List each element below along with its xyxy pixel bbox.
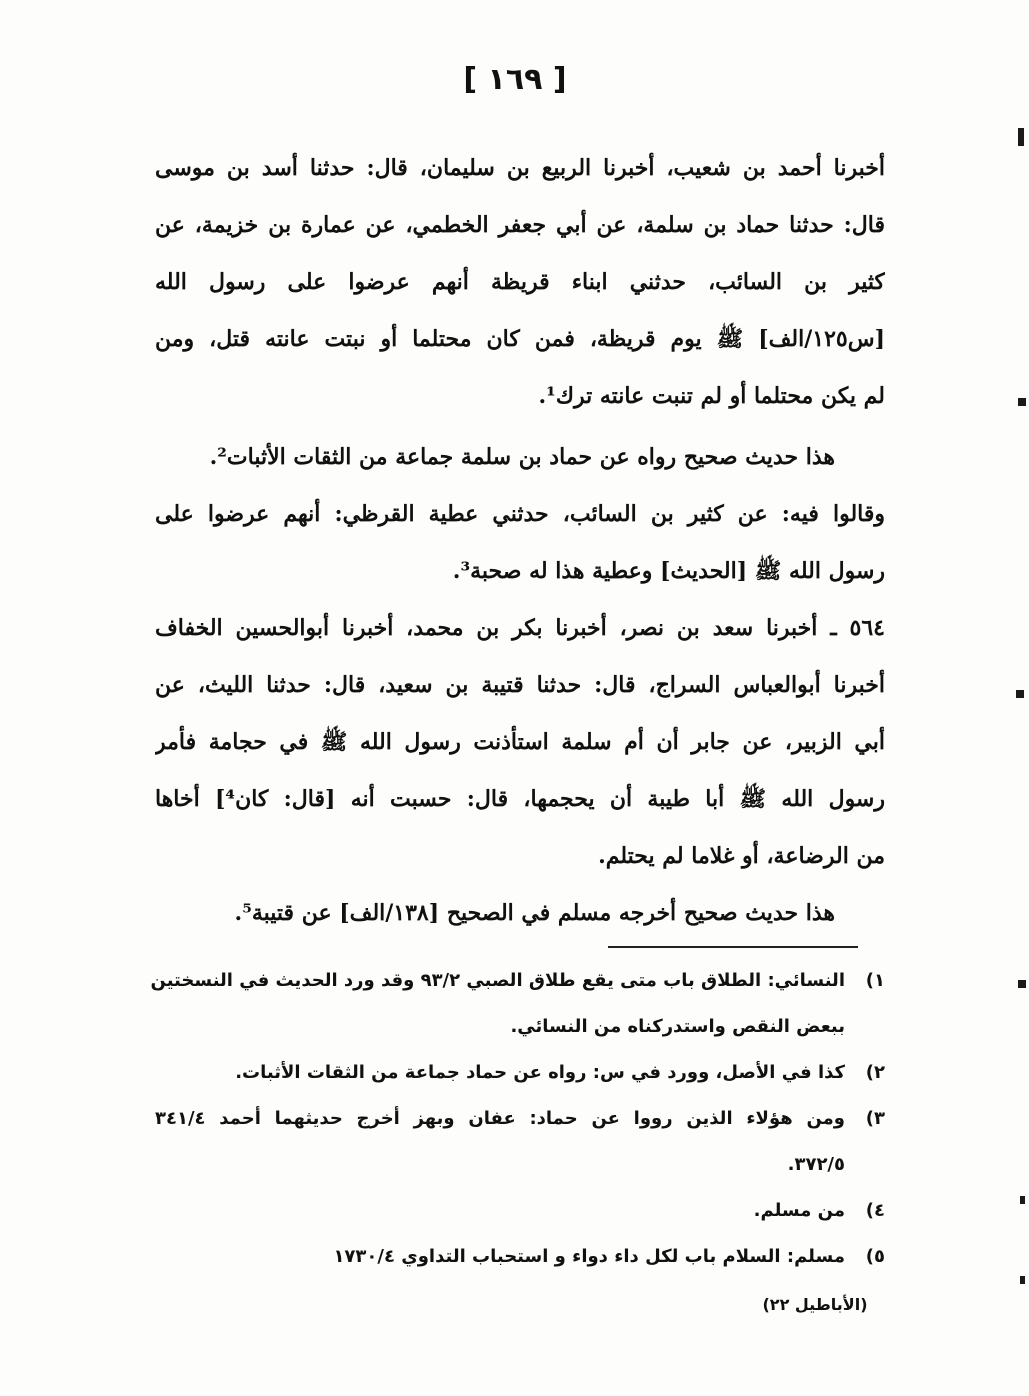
footnote-2 — [155, 1050, 885, 1096]
signature-mark: (الأباطيل ٢٢) — [762, 1295, 868, 1314]
text-line: من الرضاعة، أو غلاما لم يحتلم. — [598, 843, 885, 869]
footnote-line: ببعض النقص واستدركناه من النسائي. — [510, 1016, 845, 1037]
text-line: [س١٢٥/الف] ﷺ يوم قريظة، فمن كان محتلما أو نبتت عانته قتل، ومن — [155, 326, 885, 352]
text-line: أخبرنا أبوالعباس السراج، قال: حدثنا قتيبة بن سعيد، قال: حدثنا الليث، عن — [155, 672, 885, 698]
footnote-number: ١) — [865, 970, 885, 991]
page-number: [ ١٦٩ ] — [463, 62, 567, 97]
footnote-number: ٤) — [865, 1200, 885, 1221]
footnote-4 — [155, 1188, 885, 1234]
main-text — [155, 140, 885, 942]
text-line: رسول الله ﷺ أبا طيبة أن يحجمها، قال: حسبت أنه [قال: كان⁴] أخاها — [155, 786, 885, 812]
footnote-line: ٣٧٢/٥. — [787, 1154, 845, 1175]
text-line: لم يكن محتلما أو لم تنبت عانته ترك¹. — [538, 383, 885, 409]
footnote-number: ٣) — [865, 1108, 885, 1129]
footnote-1 — [150, 958, 885, 1050]
footnote-line: مسلم: السلام باب لكل داء دواء و استحباب التداوي ١٧٣٠/٤ — [333, 1246, 845, 1267]
text-line: ٥٦٤ ـ أخبرنا سعد بن نصر، أخبرنا بكر بن محمد، أخبرنا أبوالحسين الخفاف — [155, 615, 885, 641]
footnote-line: كذا في الأصل، وورد في س: رواه عن حماد جماعة من الثقات الأثبات. — [235, 1062, 845, 1083]
scan-mark — [1020, 1276, 1025, 1284]
text-line: كثير بن السائب، حدثني ابناء قريظة أنهم عرضوا على رسول الله — [155, 269, 885, 295]
footnote-3 — [155, 1096, 885, 1188]
scan-mark — [1016, 690, 1024, 698]
footnote-line: النسائي: الطلاق باب متى يقع طلاق الصبي ٩٣/٢ وقد ورد الحديث في النسختين — [150, 970, 845, 991]
scan-mark — [1018, 398, 1026, 406]
footnote-number: ٥) — [865, 1246, 885, 1267]
footnote-line: من مسلم. — [753, 1200, 845, 1221]
text-line: هذا حديث صحيح أخرجه مسلم في الصحيح [١٣٨/الف] عن قتيبة⁵. — [234, 900, 835, 926]
text-line: أخبرنا أحمد بن شعيب، أخبرنا الربيع بن سليمان، قال: حدثنا أسد بن موسى — [155, 155, 885, 181]
text-line: وقالوا فيه: عن كثير بن السائب، حدثني عطية القرظي: أنهم عرضوا على — [155, 501, 885, 527]
scan-mark — [1018, 128, 1024, 146]
scan-mark — [1020, 1196, 1025, 1204]
scan-mark — [1018, 980, 1026, 988]
text-line: رسول الله ﷺ [الحديث] وعطية هذا له صحبة³. — [452, 558, 885, 584]
text-line: هذا حديث صحيح رواه عن حماد بن سلمة جماعة من الثقات الأثبات². — [209, 444, 835, 470]
footnote-5 — [155, 1234, 885, 1280]
footnote-number: ٢) — [865, 1062, 885, 1083]
footnote-separator — [608, 946, 858, 948]
text-line: أبي الزبير، عن جابر أن أم سلمة استأذنت رسول الله ﷺ في حجامة فأمر — [155, 729, 885, 755]
footnotes — [150, 958, 885, 1280]
footnote-line: ومن هؤلاء الذين رووا عن حماد: عفان وبهز أخرج حديثهما أحمد ٣٤١/٤ — [155, 1108, 845, 1129]
text-line: قال: حدثنا حماد بن سلمة، عن أبي جعفر الخطمي، عن عمارة بن خزيمة، عن — [155, 212, 885, 238]
